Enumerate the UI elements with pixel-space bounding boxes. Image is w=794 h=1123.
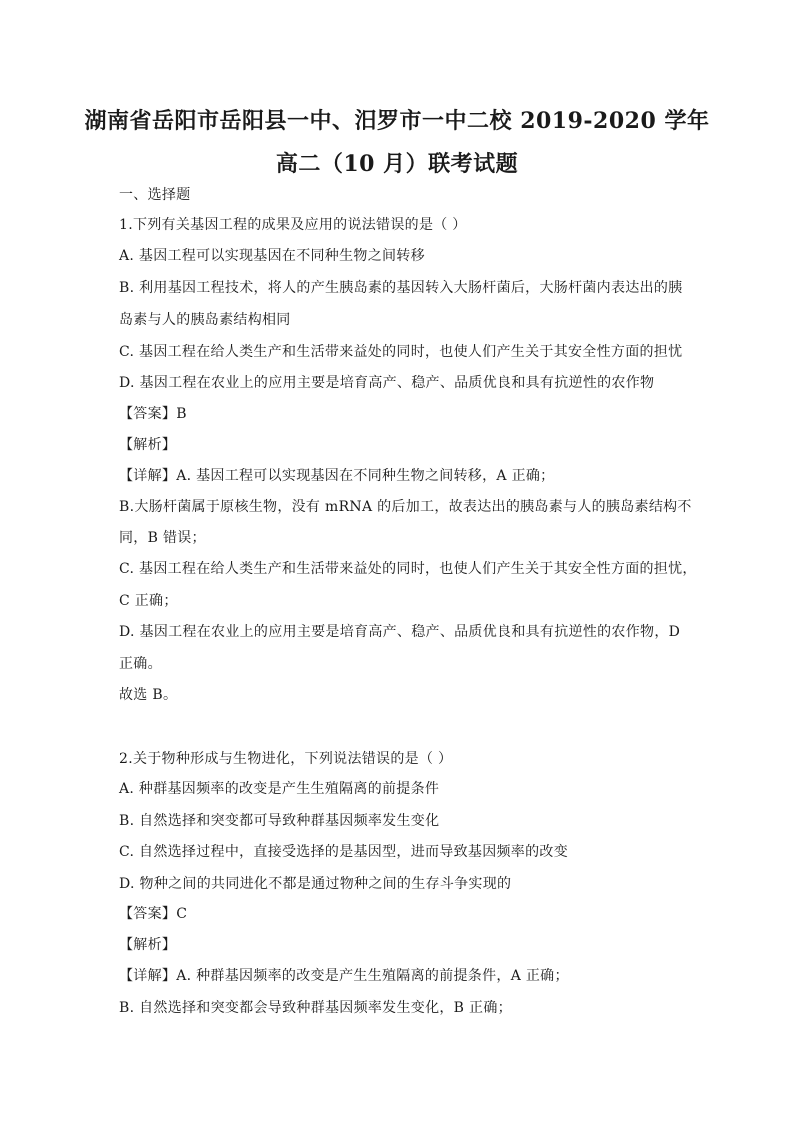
q2-option-b: B. 自然选择和突变都可导致种群基因频率发生变化: [119, 813, 440, 829]
q1-option-b-line-1: B. 利用基因工程技术，将人的产生胰岛素的基因转入大肠杆菌后，大肠杆菌内表达出的胰: [119, 280, 683, 296]
q2-answer: 【答案】C: [119, 906, 188, 922]
document-title-line-2: 高二（10 月）联考试题: [275, 151, 519, 177]
q2-analysis-heading: 【解析】: [119, 937, 177, 953]
q1-option-d: D. 基因工程在农业上的应用主要是培育高产、稳产、品质优良和具有抗逆性的农作物: [119, 375, 655, 391]
q1-detail-d-line-1: D. 基因工程在农业上的应用主要是培育高产、稳产、品质优良和具有抗逆性的农作物，D: [119, 624, 681, 640]
q2-detail-a: 【详解】A. 种群基因频率的改变是产生生殖隔离的前提条件，A 正确；: [119, 968, 569, 984]
q1-detail-c-line-1: C. 基因工程在给人类生产和生活带来益处的同时，也使人们产生关于其安全性方面的担忧，: [119, 561, 697, 577]
q1-detail-d-line-2: 正确。: [119, 656, 162, 672]
q1-option-c: C. 基因工程在给人类生产和生活带来益处的同时，也使人们产生关于其安全性方面的担忧: [119, 344, 683, 360]
q1-stem: 1.下列有关基因工程的成果及应用的说法错误的是（ ）: [119, 217, 467, 233]
q1-detail-b-line-1: B.大肠杆菌属于原核生物，没有 mRNA 的后加工，故表达出的胰岛素与人的胰岛素结构不: [119, 499, 692, 515]
q1-option-a: A. 基因工程可以实现基因在不同种生物之间转移: [119, 248, 425, 264]
q1-detail-a: 【详解】A. 基因工程可以实现基因在不同种生物之间转移，A 正确；: [119, 468, 555, 484]
q2-stem: 2.关于物种形成与生物进化，下列说法错误的是（ ）: [119, 751, 453, 767]
q1-analysis-heading: 【解析】: [119, 437, 177, 453]
q2-detail-b: B. 自然选择和突变都会导致种群基因频率发生变化，B 正确；: [119, 1000, 512, 1016]
q1-option-b-line-2: 岛素与人的胰岛素结构相同: [119, 312, 291, 328]
q1-conclusion: 故选 B。: [119, 687, 178, 703]
q1-detail-c-line-2: C 正确；: [119, 593, 178, 609]
document-title-line-1: 湖南省岳阳市岳阳县一中、汨罗市一中二校 2019-2020 学年: [84, 108, 710, 134]
q1-answer: 【答案】B: [119, 406, 187, 422]
q1-detail-b-line-2: 同，B 错误；: [119, 530, 206, 546]
section-heading: 一、选择题: [119, 187, 191, 203]
q2-option-a: A. 种群基因频率的改变是产生生殖隔离的前提条件: [119, 781, 440, 797]
q2-option-d: D. 物种之间的共同进化不都是通过物种之间的生存斗争实现的: [119, 876, 512, 892]
q2-option-c: C. 自然选择过程中，直接受选择的是基因型，进而导致基因频率的改变: [119, 844, 569, 860]
